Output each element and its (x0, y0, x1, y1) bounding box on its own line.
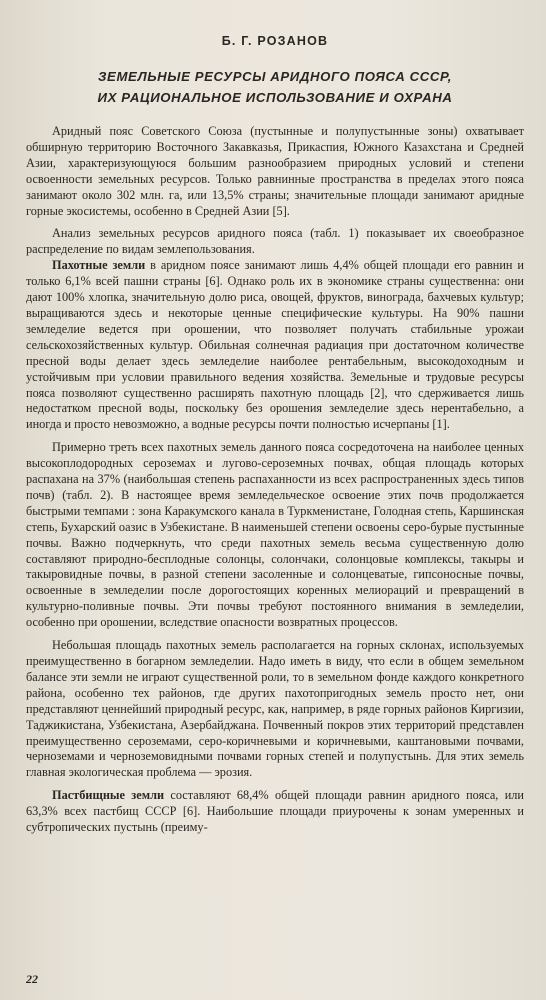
article-body (26, 124, 524, 836)
page-number: 22 (26, 972, 38, 986)
article-title (26, 66, 524, 108)
title-line-2: ИХ РАЦИОНАЛЬНОЕ ИСПОЛЬЗОВАНИЕ И ОХРАНА (97, 90, 453, 105)
paragraph-4: Примерно треть всех пахотных земель данного пояса сосредоточена на наиболее ценных высокоплодородных сероземах и лугово-сероземных почвах, общая площадь которых распахана на 37% (наибольшая степень распаханности из всех распространенных здесь типов почв) (табл. 2). В настоящее время земледельческое освоение этих почв продолжается быстрыми темпами : зона Каракумского канала в Туркменистане, Голодная степь, Каршинская степь, Бухарский оазис в Узбекистане. В наименьшей степени освоены серо-бурые пустынные почвы. Важно подчеркнуть, что среди пахотных земель весьма существенную долю составляют природно-бесплодные солонцы, солончаки, солонцовые комплексы, такыры и такыровидные почвы, в разной степени засоленные и солонцеватые, гипсоносные почвы, освоенные в земледелии после дорогостоящих коренных мелиораций и превращений в культурно-поливные почвы. Эти почвы требуют постоянного внимания в земледелии, особенно при орошении, вследствие опасности возвратных процессов. (26, 440, 524, 630)
paragraph-5: Небольшая площадь пахотных земель располагается на горных склонах, используемых преимущественно в богарном земледелии. Надо иметь в виду, что если в общем земельном балансе эти земли не играют существенной роли, то в земельном фонде каждого конкретного района, особенно тех районов, где других пахотопригодных земель просто нет, они представляют ценнейший природный ресурс, как, например, в ряде горных районов Киргизии, Таджикистана, Узбекистана, Азербайджана. Почвенный покров этих территорий представлен преимущественно сероземами, серо-коричневыми и коричневыми, каштановыми почвами, черноземами и черноземовидными почвами горных степей и полупустынь. Для этих земель главная экологическая проблема — эрозия. (26, 638, 524, 780)
paragraph-6-lead: Пастбищные земли (52, 788, 165, 803)
paragraph-2: Анализ земельных ресурсов аридного пояса (табл. 1) показывает их своеобразное распределение по видам землепользования. (26, 226, 524, 257)
paragraph-3 (26, 258, 524, 433)
author-name: Б. Г. РОЗАНОВ (221, 34, 329, 48)
title-line-1: ЗЕМЕЛЬНЫЕ РЕСУРСЫ АРИДНОГО ПОЯСА СССР, (97, 69, 453, 84)
paragraph-6-text: составляют 68,4% общей площади равнин аридного пояса, или 63,3% всех пастбищ СССР [6]. Наибольшие площади приурочены к зонам умеренных и субтропических пустынь (преиму- (26, 788, 524, 835)
paragraph-6 (26, 788, 524, 836)
paragraph-1: Аридный пояс Советского Союза (пустынные и полупустынные зоны) охватывает обширную территорию Восточного Закавказья, Прикаспия, Южного Казахстана и Средней Азии, характеризующуюся большим разнообразием природных условий и степени освоенности земельных ресурсов. Только равнинные пространства в пределах этого пояса занимают около 302 млн. га, или 13,5% страны; значительные площади занимают аридные горные экосистемы, особенно в Средней Азии [5]. (26, 124, 524, 218)
paragraph-3-text: в аридном поясе занимают лишь 4,4% общей площади его равнин и только 6,1% всей пашни страны [6]. Однако роль их в экономике страны существенна: они дают 100% хлопка, значительную долю риса, овощей, фруктов, винограда, бахчевых культур; выращиваются здесь и некоторые ценные специфические культуры. На 90% пашни земледелие ведется при орошении, что позволяет получать стабильные урожаи сельскохозяйственных культур. Обильная солнечная радиация при достаточном количестве пресной воды делает здесь земледелие наиболее рентабельным, высокодоходным и устойчивым при условии правильного ведения хозяйства. Земельные и трудовые ресурсы пояса позволяют существенно расширять пахотную площадь [2], что сдерживается лишь недостатком пресной воды, поскольку без орошения земледелие здесь нерентабельно, а иногда и просто невозможно, а водные ресурсы почти полностью исчерпаны [1]. (26, 258, 524, 432)
paragraph-3-lead: Пахотные земли (52, 258, 146, 273)
